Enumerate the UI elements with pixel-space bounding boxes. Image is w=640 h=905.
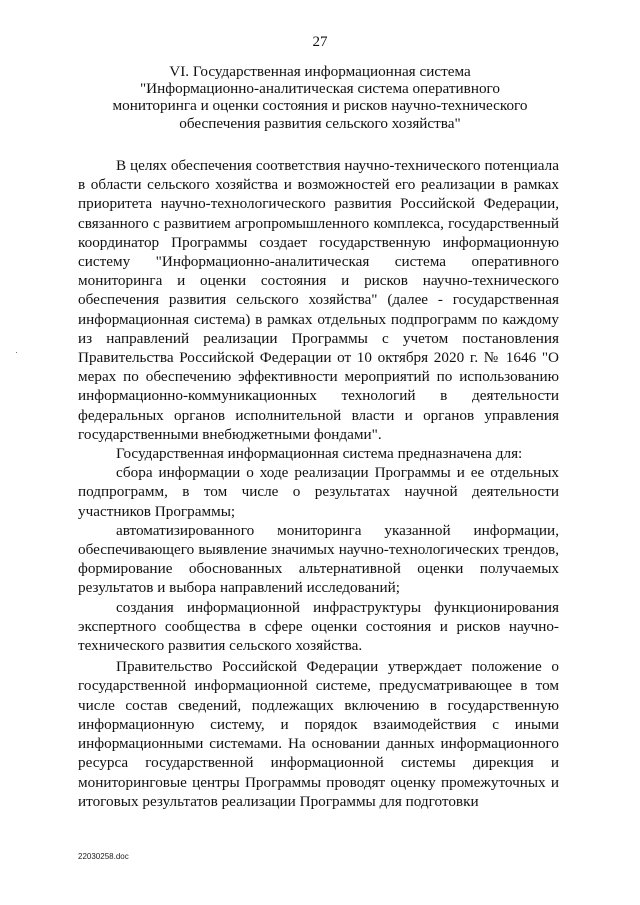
section-title-line: обеспечения развития сельского хозяйства" [179,114,461,132]
paragraph: создания информационной инфраструктуры функционирования экспертного сообщества в сфере оценки состояния и рисков научно-технического развития сельского хозяйства. [78,598,559,655]
section-title-line: мониторинга и оценки состояния и рисков научно-технического [112,97,528,115]
margin-mark [16,352,17,353]
paragraph: сбора информации о ходе реализации Программы и ее отдельных подпрограмм, в том числе о результатах научной деятельности участников Программы; [78,464,559,520]
paragraph: автоматизированного мониторинга указанной информации, обеспечивающего выявление значимых научно-технологических трендов, формирование обоснованных альтернативной оценки получаемых результатов и выбора направлений исследований; [78,521,559,597]
section-title [80,63,560,132]
page-number: 27 [312,34,328,50]
section-title-line: VI. Государственная информационная система [169,63,471,80]
paragraph: В целях обеспечения соответствия научно-технического потенциала в области сельского хозяйства и возможностей его реализации в рамках приоритета научно-технологического развития Российской Федерации, связанного с развитием агропромышленного комплекса, государственный координатор Программы создает государственную информационную систему "Информационно-аналитическая система оперативного мониторинга и оценки состояния и рисков научно-технического обеспечения развития сельского хозяйства" (далее - государственная информационная система) в рамках отдельных подпрограмм по каждому из направлений реализации Программы с учетом постановления Правительства Российской Федерации от 10 октября 2020 г. № 1646 "О мерах по обеспечению эффективности мероприятий по использованию информационно-коммуникационных технологий в деятельности федеральных органов исполнительной власти и органов управления государственными внебюджетными фондами". [78,157,559,443]
body-text [78,156,559,811]
section-title-line: "Информационно-аналитическая система оперативного [139,80,501,98]
paragraph: Правительство Российской Федерации утверждает положение о государственной информационной системе, предусматривающее в том числе состав сведений, подлежащих включению в государственную информационную систему, и порядок взаимодействия с иными информационными системами. На основании данных информационного ресурса государственной информационной системы дирекция и мониторинговые центры Программы проводят оценку промежуточных и итоговых результатов реализации Программы для подготовки [78,658,559,810]
paragraph: Государственная информационная система предназначена для: [116,445,523,463]
document-code: 22030258.doc [78,852,129,861]
